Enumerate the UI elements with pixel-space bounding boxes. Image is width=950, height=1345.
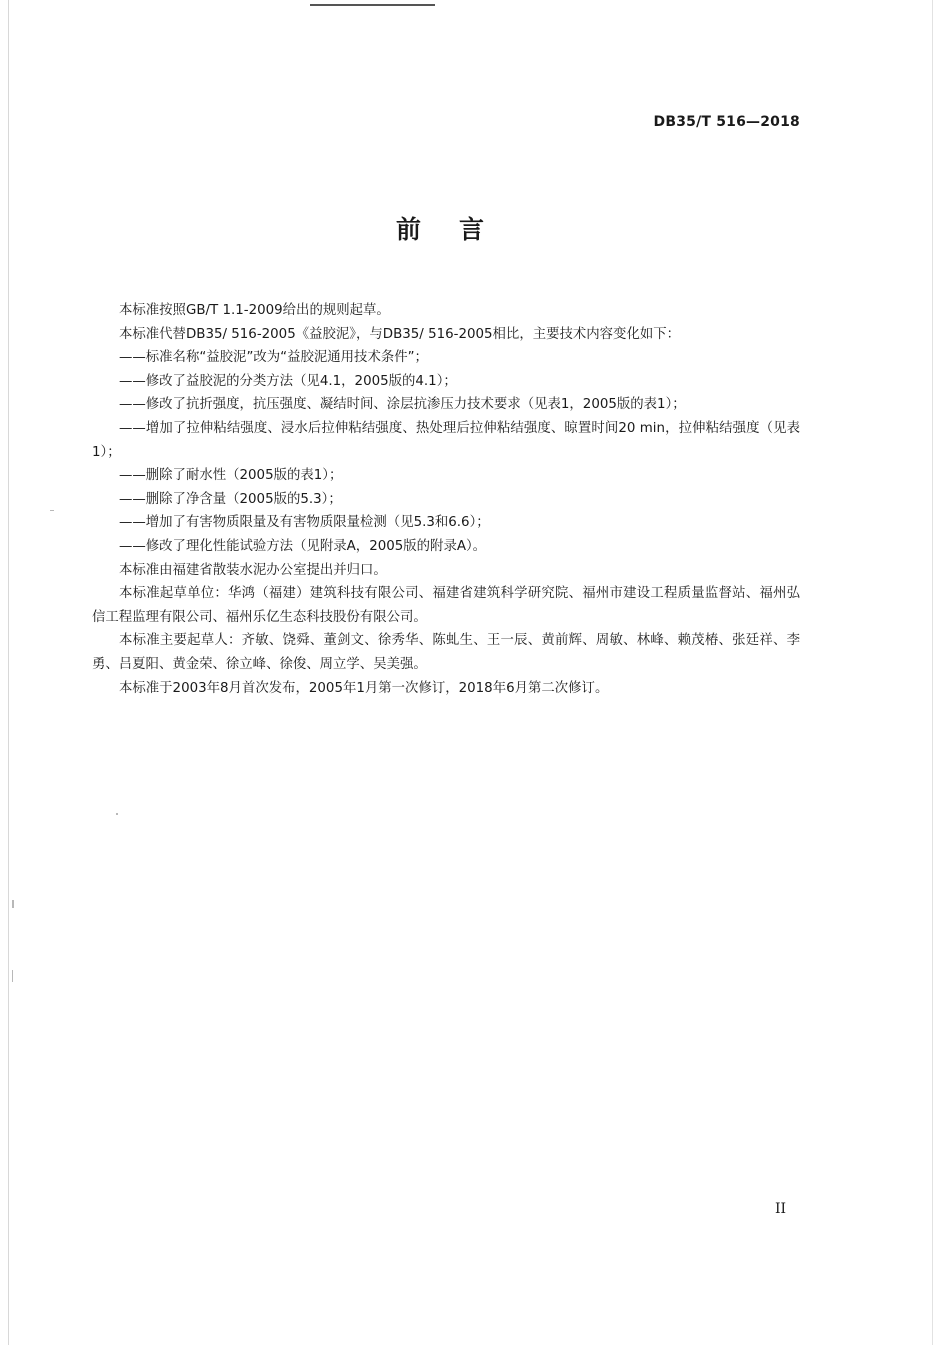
scan-speck: [12, 900, 14, 908]
change-item: ——删除了净含量（2005版的5.3）；: [119, 491, 342, 507]
change-item: ——增加了拉伸粘结强度、浸水后拉伸粘结强度、热处理后拉伸粘结强度、晾置时间20 min，拉伸粘结强度（见表1）；: [92, 420, 800, 460]
scan-speck: [50, 510, 54, 511]
change-item: ——修改了理化性能试验方法（见附录A，2005版的附录A）。: [119, 538, 487, 554]
scan-left-edge: [8, 0, 9, 1345]
paragraph-drafters: 本标准主要起草人：齐敏、饶舜、董剑文、徐秀华、陈虬生、王一辰、黄前辉、周敏、林峰、赖茂椿、张廷祥、李勇、吕夏阳、黄金荣、徐立峰、徐俊、周立学、吴美强。: [92, 633, 800, 672]
page-number: II: [775, 1201, 787, 1217]
change-item: ——增加了有害物质限量及有害物质限量检测（见5.3和6.6）；: [119, 515, 490, 531]
foreword-body: [92, 299, 800, 700]
change-item: ——删除了耐水性（2005版的表1）；: [119, 468, 343, 484]
scan-right-edge: [932, 0, 933, 1345]
change-item: ——标准名称“益胶泥”改为“益胶泥通用技术条件”；: [119, 350, 428, 366]
paragraph-replaces: 本标准代替DB35/ 516-2005《益胶泥》，与DB35/ 516-2005相比，主要技术内容变化如下：: [119, 326, 681, 342]
change-item: ——修改了抗折强度，抗压强度、凝结时间、涂层抗渗压力技术要求（见表1，2005版的表1）；: [119, 397, 686, 413]
change-item: ——修改了益胶泥的分类方法（见4.1，2005版的4.1）；: [119, 373, 457, 389]
paragraph-history: 本标准于2003年8月首次发布，2005年1月第一次修订，2018年6月第二次修订。: [119, 680, 609, 696]
paragraph-drafting-units: 本标准起草单位：华鸿（福建）建筑科技有限公司、福建省建筑科学研究院、福州市建设工程质量监督站、福州弘信工程监理有限公司、福州乐亿生态科技股份有限公司。: [92, 586, 800, 625]
document-code: DB35/T 516—2018: [653, 114, 800, 130]
scan-top-mark: [310, 4, 435, 6]
scan-speck: [12, 970, 13, 982]
paragraph-proposer: 本标准由福建省散装水泥办公室提出并归口。: [119, 562, 387, 578]
scan-speck: [116, 813, 118, 815]
page-title: 前言: [395, 215, 522, 244]
paragraph-drafting-rules: 本标准按照GB/T 1.1-2009给出的规则起草。: [119, 303, 390, 318]
